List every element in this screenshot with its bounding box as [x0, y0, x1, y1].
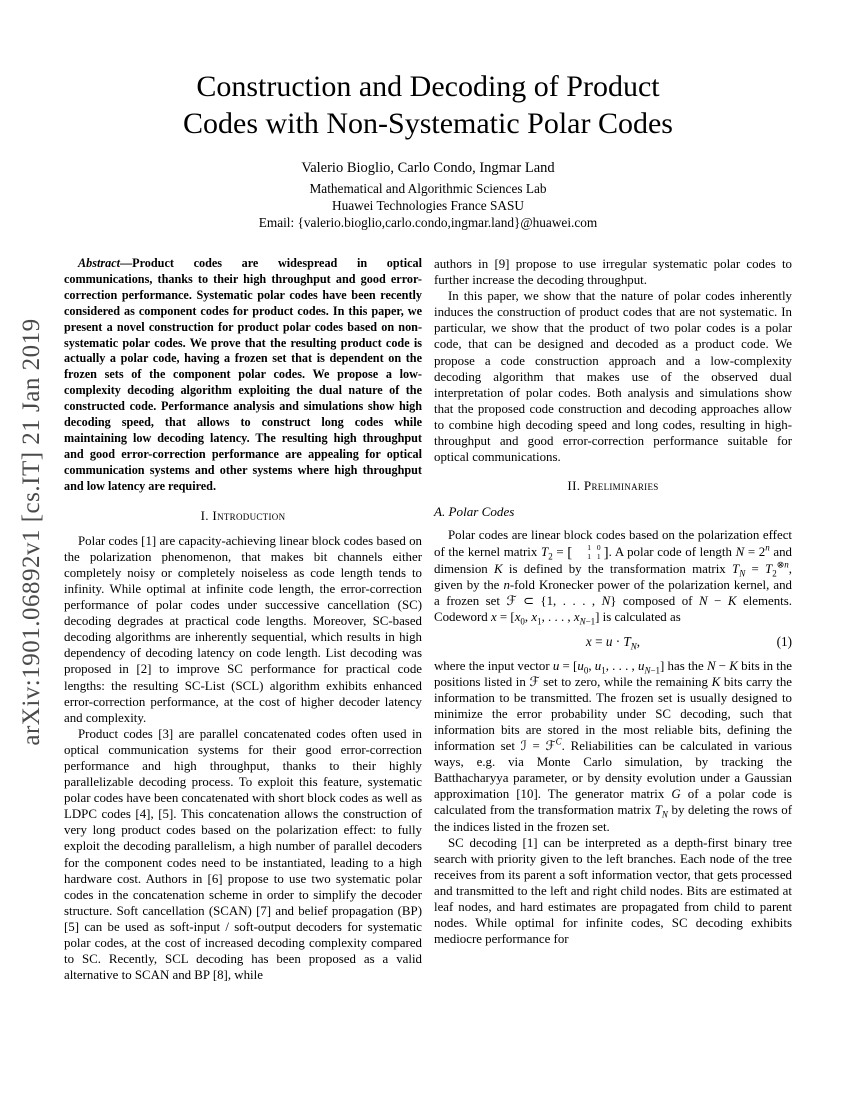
paragraph-intro-2: Product codes [3] are parallel concatenated codes often used in optical communication systems for their good error-correction performance and high throughput, thanks to their highly parallelizable decoding process. To exploit this feature, systematic polar codes have been concatenated with short block codes as well as LDPC codes [4], [5]. This concatenation allows the construction of very long product codes based on the polarization effect: to fully exploit the decoding parallelism, a high number of parallel decoders for the component codes need to be instantiated, leading to a high hardware cost. Authors in [6] propose to use two systematic polar codes in the concatenation scheme in order to simplify the decoder structure. Soft cancellation (SCAN) [7] and belief propagation (BP) [5] can be used as soft-input / soft-output decoders for systematic polar codes, at the cost of increased decoding complexity compared to SC. Recently, SCL decoding has been proposed as a valid alternative to SCAN and BP [8], while [64, 726, 422, 983]
title-line-2: Codes with Non-Systematic Polar Codes [183, 107, 673, 140]
arxiv-watermark: arXiv:1901.06892v1 [cs.IT] 21 Jan 2019 [18, 318, 45, 746]
paragraph-polar-codes-1: Polar codes are linear block codes based on the polarization effect of the kernel matrix $T_2$ = [ 1 0 1 1 ]. A polar code of length $N = 2^n$ and dimension K is defined by the transformation matrix $T_N = T_2^{\otimes n}$, given by the n-fold Kronecker power of the polarization kernel, and a frozen set ℱ ⊂ {1, . . . , N} composed of N − K elements. Codeword $x = [x_0$, $x_1$, . . . , $x_{N-1}$] is calculated as [434, 528, 792, 628]
equation-number: (1) [776, 633, 792, 649]
section-heading-preliminaries: II. Preliminaries [567, 478, 659, 494]
paragraph-sc-decoding: SC decoding [1] can be interpreted as a depth-first binary tree search with priority given to the left branches. Each node of the tree receives from its parent a soft information vector, that gets processed and transmitted to the left and right child nodes. Bits are estimated at leaf nodes, and hard estimates are propagated from child to parent nodes. While optimal for infinite codes, SC decoding exhibits mediocre performance for [434, 835, 792, 947]
affiliation-lab: Mathematical and Algorithmic Sciences Lab [309, 181, 547, 196]
right-column [434, 256, 792, 983]
section-heading-introduction: I. Introduction [200, 507, 286, 523]
two-column-body [64, 256, 792, 983]
left-column [64, 256, 422, 983]
equation-1 [434, 634, 792, 650]
paragraph-intro-continuation: authors in [9] propose to use irregular systematic polar codes to further increase the decoding throughput. [434, 257, 792, 288]
title-line-1: Construction and Decoding of Product [196, 70, 660, 103]
paper-title [64, 68, 792, 142]
paragraph-polar-codes-2: where the input vector $u = [u_0$, $u_1$, . . . , $u_{N-1}$] has the N − K bits in the positions listed in ℱ set to zero, while the remaining K bits carry the information to be transmitted. The frozen set is usually designed to minimize the error probability under SC decoding, such that information bits are stored in the most reliable bits, defining the information set ℐ = ℱ$^C$. Reliabilities can be calculated in various ways, e.g. via Monte Carlo simulation, by tracking the Batthacharyya parameter, or by density evolution under a Gaussian approximation [10]. The generator matrix G of a polar code is calculated from the transformation matrix $T_N$ by deleting the rows of the indices listed in the frozen set. [434, 658, 792, 834]
email-line: Email: {valerio.bioglio,carlo.condo,ingmar.land}@huawei.com [258, 215, 598, 230]
authors-line: Valerio Bioglio, Carlo Condo, Ingmar Land [301, 160, 555, 176]
subsection-heading-polar-codes: A. Polar Codes [434, 504, 515, 520]
equation-body: $x = u \cdot T_N$, [585, 633, 641, 652]
paragraph-intro-1: Polar codes [1] are capacity-achieving linear block codes based on the polarization phenomenon, that makes bit channels either completely noisy or completely noiseless as code length tends to infinity. While optimal at infinite code length, the error-correction performance of polar codes under successive cancellation (SC) decoding degrades at practical code lengths. Moreover, SC-based decoding algorithms are inherently sequential, which results in high dependency of decoding latency on code length. List decoding was proposed in [2] to improve SC performance for practical code lengths: the resulting SC-List (SCL) algorithm exhibits enhanced error-correction performance, at the cost of higher decoder latency and complexity. [64, 533, 422, 725]
paper-header [64, 68, 792, 231]
affiliation-company: Huawei Technologies France SASU [332, 198, 524, 213]
abstract: Abstract—Product codes are widespread in optical communications, thanks to their high throughput and good error-correction performance. Systematic polar codes have been recently considered as component codes for product codes. In this paper, we present a novel construction for product polar codes based on non-systematic polar codes. We prove that the resulting product code is actually a polar code, having a frozen set that is dependent on the frozen sets of the component polar codes. We propose a low-complexity decoding algorithm exploiting the dual nature of the constructed code. Performance analysis and simulations show high decoding speed, that allows to construct long codes while maintaining low decoding latency. The resulting high throughput and good error-correction performance are appealing for optical communication systems and other systems where high throughput and low latency are required. [64, 256, 422, 493]
paragraph-contributions: In this paper, we show that the nature of polar codes inherently induces the construction of product codes that are not systematic. In particular, we show that the product of two polar codes is a polar code, that can be designed and decoded as a product code. We propose a code construction approach and a low-complexity decoding algorithm that makes use of the observed dual interpretation of polar codes. Both analysis and simulations show that the proposed code construction and decoding approaches allow to combine high decoding speed and long codes, resulting in high-throughput and good error-correction performance suitable for optical communications. [434, 289, 792, 465]
